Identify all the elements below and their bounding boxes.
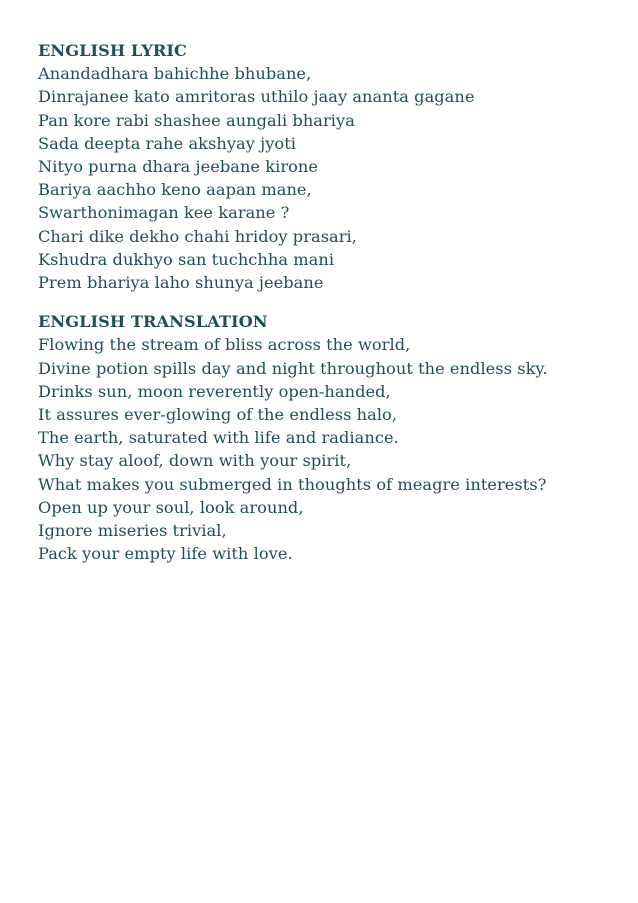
lyric-lines — [38, 62, 598, 294]
translation-line: It assures ever-glowing of the endless halo, — [38, 405, 398, 425]
translation-line: Open up your soul, look around, — [38, 497, 304, 517]
lyric-line: Sada deepta rahe akshyay jyoti — [38, 133, 296, 153]
translation-line: What makes you submerged in thoughts of meagre interests? — [38, 474, 547, 494]
lyric-line: Nityo purna dhara jeebane kirone — [38, 157, 319, 177]
lyric-line: Chari dike dekho chahi hridoy prasari, — [38, 226, 357, 246]
translation-lines — [38, 333, 598, 565]
translation-line: Drinks sun, moon reverently open-handed, — [38, 381, 391, 401]
lyric-line: Swarthonimagan kee karane ? — [38, 203, 290, 223]
translation-line: Ignore miseries trivial, — [38, 521, 227, 541]
translation-line: The earth, saturated with life and radiance. — [38, 428, 399, 448]
translation-line: Why stay aloof, down with your spirit, — [38, 451, 352, 471]
translation-line: Pack your empty life with love. — [38, 544, 293, 564]
lyric-line: Pan kore rabi shashee aungali bhariya — [38, 110, 355, 130]
section-title-lyric: ENGLISH LYRIC — [38, 41, 187, 60]
lyric-line: Prem bhariya laho shunya jeebane — [38, 273, 324, 293]
lyric-line: Kshudra dukhyo san tuchchha mani — [38, 249, 335, 269]
translation-line: Flowing the stream of bliss across the world, — [38, 335, 411, 355]
lyric-line: Dinrajanee kato amritoras uthilo jaay ananta gagane — [38, 87, 475, 107]
translation-line: Divine potion spills day and night throughout the endless sky. — [38, 358, 548, 378]
lyric-section — [38, 39, 598, 294]
lyric-line: Anandadhara bahichhe bhubane, — [38, 64, 312, 84]
document-page — [38, 39, 598, 565]
section-title-translation: ENGLISH TRANSLATION — [38, 312, 268, 332]
translation-section — [38, 310, 598, 565]
lyric-line: Bariya aachho keno aapan mane, — [38, 180, 312, 200]
